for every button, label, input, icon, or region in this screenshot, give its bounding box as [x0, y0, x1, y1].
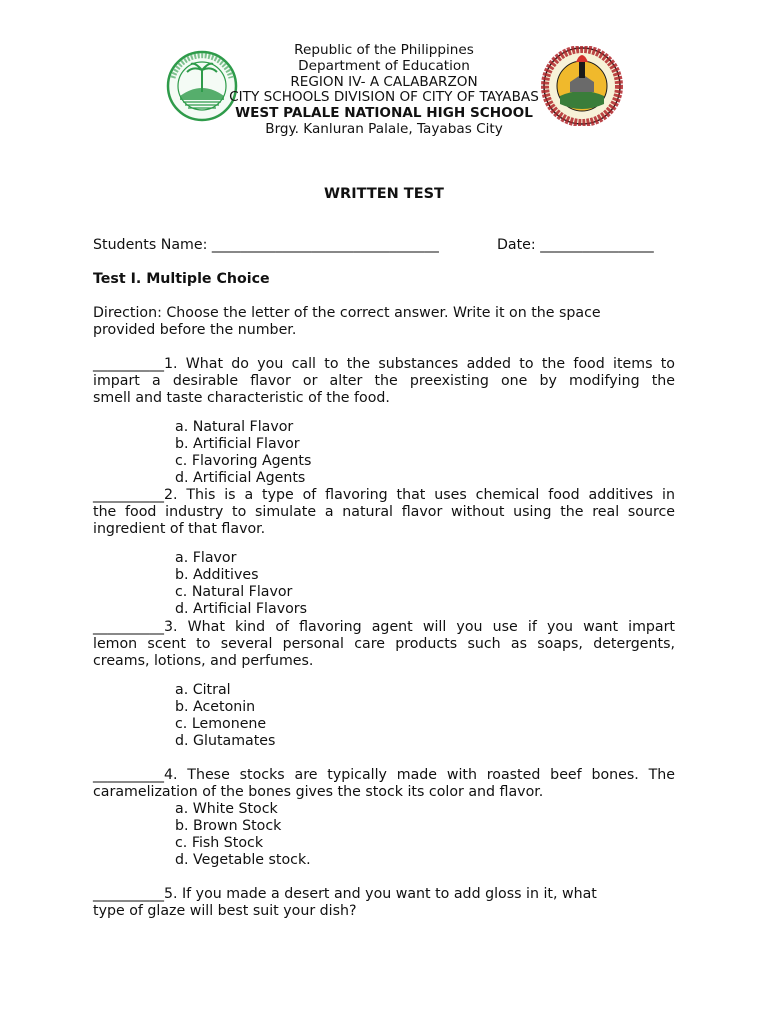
date-field: Date: ________________: [497, 237, 654, 253]
header-division: CITY SCHOOLS DIVISION OF CITY OF TAYABAS: [229, 89, 539, 106]
question-4-option-c: c. Fish Stock: [175, 835, 264, 851]
question-3-line-1: __________3. What kind of flavoring agent will you use if you want impart: [93, 619, 675, 635]
letterhead: [0, 43, 768, 138]
question-1-line-3: smell and taste characteristic of the food.: [93, 390, 390, 406]
header-region: REGION IV- A CALABARZON: [290, 73, 478, 90]
question-2-option-a: a. Flavor: [175, 550, 237, 566]
direction-line-2: provided before the number.: [93, 322, 297, 338]
question-3-option-a: a. Citral: [175, 682, 231, 698]
question-2-line-2: the food industry to simulate a natural flavor without using the real source: [93, 504, 675, 520]
question-5-line-1: __________5. If you made a desert and you want to add gloss in it, what: [93, 886, 597, 902]
question-1-option-c: c. Flavoring Agents: [175, 453, 312, 469]
header-department: Department of Education: [298, 57, 470, 74]
question-3-line-2: lemon scent to several personal care products such as soaps, detergents,: [93, 636, 675, 652]
question-3-option-c: c. Lemonene: [175, 716, 267, 732]
header-country: Republic of the Philippines: [294, 42, 474, 58]
question-4-option-b: b. Brown Stock: [175, 818, 282, 834]
question-2-option-c: c. Natural Flavor: [175, 584, 293, 600]
question-3-line-3: creams, lotions, and perfumes.: [93, 653, 314, 669]
question-1-option-b: b. Artificial Flavor: [175, 436, 300, 452]
question-4-option-a: a. White Stock: [175, 801, 278, 817]
student-name-field: Students Name: ________________________________: [93, 237, 439, 253]
question-2-option-b: b. Additives: [175, 567, 259, 583]
question-2-line-1: __________2. This is a type of flavoring that uses chemical food additives in: [93, 487, 675, 503]
direction-line-1: Direction: Choose the letter of the correct answer. Write it on the space: [93, 305, 601, 321]
test-heading: Test I. Multiple Choice: [93, 271, 270, 287]
question-1-option-d: d. Artificial Agents: [175, 470, 306, 486]
page-title: WRITTEN TEST: [324, 186, 444, 202]
question-4-line-1: __________4. These stocks are typically made with roasted beef bones. The: [93, 767, 675, 783]
header-school: WEST PALALE NATIONAL HIGH SCHOOL: [235, 105, 533, 122]
question-2-option-d: d. Artificial Flavors: [175, 601, 307, 617]
question-1-line-1: __________1. What do you call to the substances added to the food items to: [93, 356, 675, 372]
question-2-line-3: ingredient of that flavor.: [93, 521, 266, 537]
question-4-option-d: d. Vegetable stock.: [175, 852, 311, 868]
question-3-option-d: d. Glutamates: [175, 733, 276, 749]
question-1-line-2: impart a desirable flavor or alter the preexisting one by modifying the: [93, 373, 675, 389]
question-5-line-2: type of glaze will best suit your dish?: [93, 903, 357, 919]
question-1-option-a: a. Natural Flavor: [175, 419, 294, 435]
question-3-option-b: b. Acetonin: [175, 699, 256, 715]
question-4-line-2: caramelization of the bones gives the stock its color and flavor.: [93, 784, 544, 800]
header-address: Brgy. Kanluran Palale, Tayabas City: [265, 120, 503, 137]
